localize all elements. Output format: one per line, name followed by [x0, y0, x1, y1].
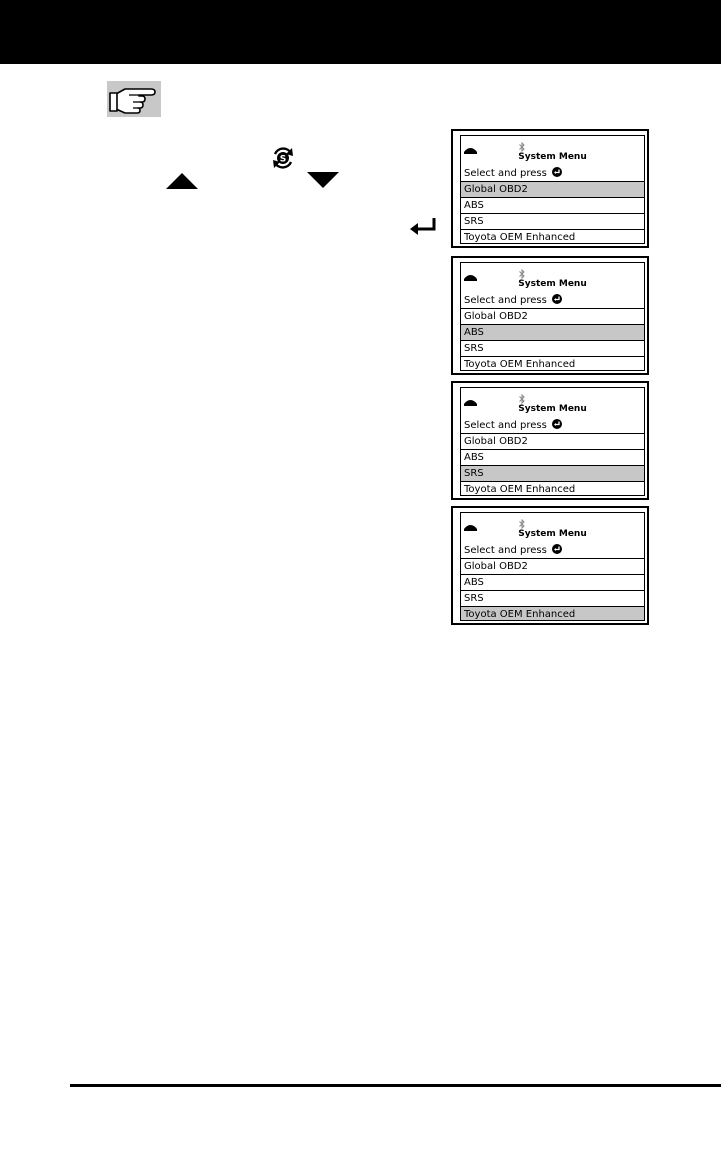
menu-item-abs[interactable]: ABS [461, 198, 644, 214]
status-bar [461, 388, 644, 401]
system-menu-list [461, 309, 644, 371]
enter-key-icon [552, 543, 562, 561]
system-scan-icon [270, 145, 296, 171]
bluetooth-icon [519, 514, 525, 533]
screen-title: System Menu [518, 529, 587, 539]
enter-key-icon [552, 418, 562, 436]
vehicle-icon [464, 266, 477, 285]
menu-item-srs[interactable]: SRS [461, 591, 644, 607]
svg-text:S: S [279, 154, 287, 165]
menu-item-global-obd2[interactable]: Global OBD2 [461, 309, 644, 325]
system-menu-list [461, 434, 644, 496]
tool-screen-3 [451, 381, 649, 500]
bluetooth-icon [519, 264, 525, 283]
select-prompt: Select and press [461, 417, 644, 434]
system-menu-list [461, 559, 644, 621]
page-footer-rule [70, 1084, 721, 1087]
vehicle-icon [464, 139, 477, 158]
menu-item-abs[interactable]: ABS [461, 450, 644, 466]
menu-item-abs[interactable]: ABS [461, 575, 644, 591]
screen-title: System Menu [518, 404, 587, 414]
menu-item-srs[interactable]: SRS [461, 466, 644, 482]
tool-screen-1 [451, 129, 649, 248]
select-prompt: Select and press [461, 542, 644, 559]
screen-title: System Menu [518, 152, 587, 162]
enter-icon [408, 217, 438, 237]
status-bar [461, 263, 644, 276]
tool-screen-4 [451, 506, 649, 625]
menu-item-global-obd2[interactable]: Global OBD2 [461, 559, 644, 575]
up-arrow-icon [166, 173, 198, 189]
bluetooth-icon [519, 389, 525, 408]
vehicle-icon [464, 516, 477, 535]
bluetooth-icon [519, 137, 525, 156]
select-prompt: Select and press [461, 292, 644, 309]
menu-item-global-obd2[interactable]: Global OBD2 [461, 182, 644, 198]
menu-item-toyota-oem-enhanced[interactable]: Toyota OEM Enhanced [464, 359, 576, 370]
status-bar [461, 513, 644, 526]
system-menu-list [461, 182, 644, 244]
select-prompt: Select and press [461, 165, 644, 182]
vehicle-icon [464, 391, 477, 410]
menu-item-abs[interactable]: ABS [461, 325, 644, 341]
tool-screen-2 [451, 256, 649, 375]
menu-item-srs[interactable]: SRS [461, 214, 644, 230]
menu-item-toyota-oem-enhanced[interactable]: Toyota OEM Enhanced [461, 607, 644, 621]
menu-item-global-obd2[interactable]: Global OBD2 [461, 434, 644, 450]
pointing-hand-icon [107, 81, 161, 117]
screen-title: System Menu [518, 279, 587, 289]
status-bar [461, 136, 644, 149]
menu-item-toyota-oem-enhanced[interactable]: Toyota OEM Enhanced [464, 484, 576, 495]
menu-item-srs[interactable]: SRS [461, 341, 644, 357]
page-header-bar [0, 0, 721, 64]
down-arrow-icon [307, 172, 339, 188]
menu-item-toyota-oem-enhanced[interactable]: Toyota OEM Enhanced [464, 232, 576, 243]
enter-key-icon [552, 293, 562, 311]
enter-key-icon [552, 166, 562, 184]
